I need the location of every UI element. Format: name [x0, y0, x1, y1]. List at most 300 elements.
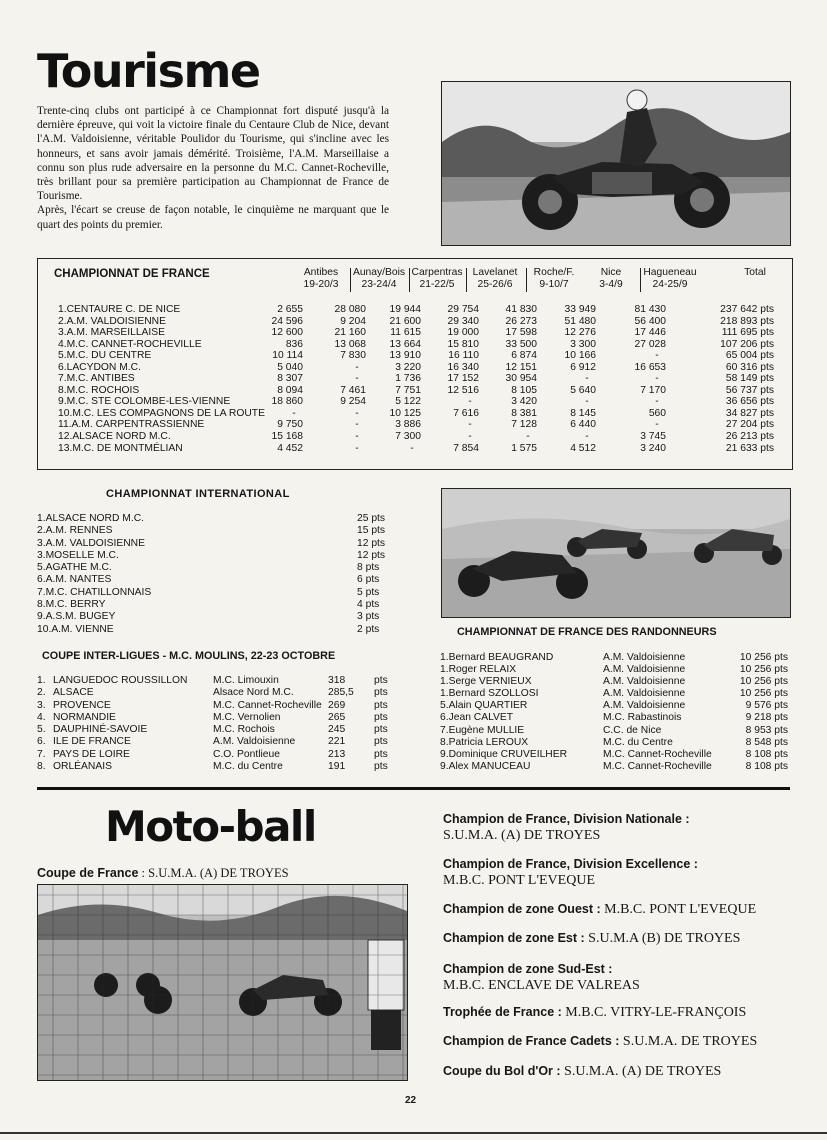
score-cell: 19 944	[389, 304, 421, 315]
champion-value: S.U.M.A (B) DE TROYES	[588, 931, 741, 946]
list-item	[440, 761, 790, 773]
club-name: A.M. Valdoisienne	[603, 688, 686, 700]
score-cell: 3 300	[570, 338, 596, 350]
points: 8 pts	[357, 562, 380, 574]
points: 10 256 pts	[739, 664, 788, 676]
club-name: 9.M.C. STE COLOMBE-LES-VIENNE	[58, 396, 231, 408]
score-cell: 7 128	[511, 419, 537, 431]
randonneurs-title: CHAMPIONNAT DE FRANCE DES RANDONNEURS	[457, 626, 717, 638]
score-cell: 12 600	[271, 327, 303, 339]
rider-name: 5.Alain QUARTIER	[440, 700, 528, 712]
list-item	[440, 737, 790, 749]
score-cell: 15 168	[271, 431, 303, 443]
rider-name: 1.Serge VERNIEUX	[440, 676, 532, 688]
points: 269	[328, 699, 346, 711]
score-cell: 3 220	[395, 361, 421, 373]
ligue-name: ORLÉANAIS	[53, 761, 112, 773]
list-item	[440, 725, 790, 737]
club-name: A.M. Valdoisienne	[603, 664, 686, 676]
championnat-france-title: CHAMPIONNAT DE FRANCE	[54, 268, 210, 280]
club-name: M.C. Rabastinois	[603, 712, 682, 724]
club-name: 8.M.C. ROCHOIS	[58, 384, 140, 396]
score-cell: 29 754	[447, 304, 479, 315]
rank: 2.	[37, 687, 46, 699]
list-item	[440, 664, 790, 676]
score-cell: 3 420	[511, 396, 537, 408]
points: 265	[328, 711, 346, 723]
club-name: A.M. Valdoisienne	[213, 736, 296, 748]
table-row	[58, 419, 778, 431]
club-name: C.C. de Nice	[603, 724, 662, 736]
coupe-de-france-label: Coupe de France	[37, 866, 139, 880]
ligue-name: NORMANDIE	[53, 711, 116, 723]
motoball-title: Moto-ball	[105, 802, 316, 851]
score-cell: 3 745	[640, 431, 666, 443]
col-header-lavelanet: Lavelanet 25-26/6	[472, 267, 518, 290]
points: 10 256 pts	[739, 688, 788, 700]
club-name: 1.ALSACE NORD M.C.	[37, 513, 144, 524]
club-name: M.C. Vernolien	[213, 711, 281, 723]
club-name: Alsace Nord M.C.	[213, 687, 294, 699]
score-cell: 10 166	[564, 350, 596, 362]
rank: 7.	[37, 748, 46, 760]
club-name: 12.ALSACE NORD M.C.	[58, 431, 171, 443]
score-cell: -	[355, 442, 359, 454]
table-row	[58, 408, 778, 420]
club-name: M.C. Cannet-Rocheville	[603, 760, 712, 772]
intro-paragraph-2: Après, l'écart se creuse de façon notable, le cinquième ne marquant que le quart des points du premier.	[37, 204, 389, 231]
list-item	[440, 700, 790, 712]
champion-label: Champion de France Cadets :	[443, 1034, 620, 1048]
list-item	[37, 562, 387, 574]
list-item	[37, 675, 397, 687]
score-cell: 8 381	[511, 407, 537, 419]
score-cell: 6 440	[570, 419, 596, 431]
champion-label: Champion de zone Ouest :	[443, 902, 601, 916]
score-cell: 13 664	[389, 338, 421, 350]
score-cell: 6 874	[511, 350, 537, 362]
score-cell: 7 461	[340, 384, 366, 396]
score-cell: 17 598	[505, 327, 537, 339]
score-cell: 26 273	[505, 315, 537, 327]
score-cell: 16 653	[634, 361, 666, 373]
score-cell: 33 500	[505, 338, 537, 350]
club-name: 11.A.M. CARPENTRASSIENNE	[58, 419, 205, 431]
score-cell: 5 040	[277, 361, 303, 373]
score-cell: 7 616	[453, 407, 479, 419]
total-cell: 58 149 pts	[725, 373, 774, 385]
champion-label: Coupe du Bol d'Or :	[443, 1064, 561, 1078]
points: 8 108 pts	[745, 760, 788, 772]
champion-label: Champion de zone Est :	[443, 931, 585, 945]
table-row	[58, 385, 778, 397]
score-cell: 7 854	[453, 442, 479, 454]
points: 8 108 pts	[745, 748, 788, 760]
score-cell: 3 886	[395, 419, 421, 431]
score-cell: 13 068	[334, 338, 366, 350]
points: 245	[328, 724, 346, 736]
score-cell: 836	[285, 338, 303, 350]
score-cell: 17 152	[447, 373, 479, 385]
score-cell: 17 446	[634, 327, 666, 339]
total-cell: 107 206 pts	[720, 338, 774, 350]
club-name: A.M. Valdoisienne	[603, 676, 686, 688]
score-cell: -	[585, 396, 589, 408]
coupe-inter-ligues-title: COUPE INTER-LIGUES - M.C. MOULINS, 22-23 OCTOBRE	[42, 650, 336, 662]
table-row	[58, 339, 778, 351]
champion-value: S.U.M.A. (A) DE TROYES	[443, 827, 601, 843]
champion-label: Champion de zone Sud-Est :	[443, 962, 613, 976]
score-cell: -	[410, 442, 414, 454]
score-cell: -	[292, 407, 296, 419]
table-row	[58, 396, 778, 408]
points: 2 pts	[357, 623, 380, 635]
points: 10 256 pts	[739, 652, 788, 663]
club-name: C.O. Pontlieue	[213, 748, 280, 760]
table-row	[58, 431, 778, 443]
score-cell: 9 204	[340, 315, 366, 327]
points: 4 pts	[357, 599, 380, 611]
score-cell: 33 949	[564, 304, 596, 315]
table-row	[58, 362, 778, 374]
list-item	[440, 652, 790, 664]
col-header-hagueneau: Hagueneau 24-25/9	[643, 267, 697, 290]
motoball-photo	[37, 884, 408, 1081]
champion-entry	[443, 857, 803, 888]
score-cell: 7 830	[340, 350, 366, 362]
club-name: 9.A.S.M. BUGEY	[37, 611, 116, 623]
points: 12 pts	[357, 537, 386, 549]
score-cell: -	[468, 396, 472, 408]
col-header-aunay: Aunay/Bois 23-24/4	[352, 267, 406, 290]
club-name: 10.M.C. LES COMPAGNONS DE LA ROUTE	[58, 407, 265, 419]
points: 318	[328, 675, 346, 686]
list-item	[37, 587, 387, 599]
score-cell: 4 512	[570, 442, 596, 454]
club-name: 1.CENTAURE C. DE NICE	[58, 304, 181, 315]
club-name: 2.A.M. VALDOISIENNE	[58, 315, 166, 327]
score-cell: 9 750	[277, 419, 303, 431]
points-unit: pts	[374, 687, 388, 699]
score-cell: 1 736	[395, 373, 421, 385]
points: 285,5	[328, 687, 354, 699]
points: 8 548 pts	[745, 736, 788, 748]
champion-value: M.B.C. PONT L'EVEQUE	[604, 902, 757, 917]
champion-entry	[443, 812, 803, 843]
rank: 6.	[37, 736, 46, 748]
score-cell: -	[585, 373, 589, 385]
club-name: 3.A.M. MARSEILLAISE	[58, 327, 166, 339]
champion-value: S.U.M.A. DE TROYES	[622, 1034, 758, 1049]
club-name: 5.M.C. DU CENTRE	[58, 350, 152, 362]
score-cell: 10 114	[272, 350, 303, 362]
club-name: 13.M.C. DE MONTMÉLIAN	[58, 442, 183, 454]
score-cell: -	[655, 373, 659, 385]
score-cell: 15 810	[447, 338, 479, 350]
score-cell: -	[585, 431, 589, 443]
score-cell: -	[355, 373, 359, 385]
club-name: 3.A.M. VALDOISIENNE	[37, 537, 145, 549]
score-cell: 12 276	[564, 327, 596, 339]
champion-entry	[443, 931, 803, 947]
ligue-name: DAUPHINÉ-SAVOIE	[53, 724, 148, 736]
club-name: M.C. du Centre	[213, 761, 283, 773]
list-item	[37, 513, 387, 525]
score-cell: -	[655, 396, 659, 408]
motorcycles-beach-photo	[441, 488, 791, 618]
col-header-nice: Nice 3-4/9	[599, 267, 623, 290]
score-cell: 81 430	[634, 304, 666, 315]
rider-name: 7.Eugène MULLIE	[440, 724, 525, 736]
points-unit: pts	[374, 748, 388, 760]
randonneurs-list	[440, 652, 790, 773]
champion-entry	[443, 902, 803, 918]
champion-entry	[443, 962, 803, 993]
points: 9 218 pts	[745, 712, 788, 724]
champion-label: Champion de France, Division Nationale :	[443, 812, 690, 826]
intro-paragraph: Trente-cinq clubs ont participé à ce Championnat fort disputé jusqu'à la dernière épreuve, qui voit la victoire finale du Centaure Club de Nice, devant l'A.M. Valdoisienne, véritable Poulidor du Tourisme, qui s'incline avec les honneurs, et sans avoir jamais démérité. Troisième, l'A.M. Marseillaise a connu son plus rude adversaire en la personne du M.C. Cannet-Rocheville, très brillant pour sa première participation au Championnat de France de Tourisme.	[37, 105, 389, 203]
tourisme-title: Tourisme	[37, 44, 260, 98]
page-bottom-border	[0, 1132, 827, 1134]
club-name: 10.A.M. VIENNE	[37, 623, 114, 635]
champion-value: S.U.M.A. (A) DE TROYES	[564, 1064, 722, 1079]
motorcycle-photo	[441, 81, 791, 246]
points: 3 pts	[357, 611, 380, 623]
rank: 4.	[37, 711, 46, 723]
list-item	[37, 761, 397, 773]
rider-name: 9.Dominique CRUVEILHER	[440, 748, 568, 760]
score-cell: 560	[648, 407, 666, 419]
champion-entry	[443, 1064, 803, 1080]
club-name: M.C. du Centre	[603, 736, 673, 748]
points: 25 pts	[357, 513, 386, 524]
score-cell: -	[468, 419, 472, 431]
points: 12 pts	[357, 549, 386, 561]
list-item	[440, 676, 790, 688]
champion-label: Trophée de France :	[443, 1005, 562, 1019]
points-unit: pts	[374, 711, 388, 723]
ligue-name: LANGUEDOC ROUSSILLON	[53, 675, 188, 686]
points-unit: pts	[374, 724, 388, 736]
total-cell: 27 204 pts	[725, 419, 774, 431]
championnat-international-list	[37, 513, 387, 636]
total-cell: 26 213 pts	[725, 431, 774, 443]
score-cell: 1 575	[511, 442, 537, 454]
score-cell: 27 028	[634, 338, 666, 350]
list-item	[37, 538, 387, 550]
list-item	[37, 687, 397, 699]
points: 9 576 pts	[745, 700, 788, 712]
list-item	[37, 712, 397, 724]
list-item	[440, 688, 790, 700]
coupe-inter-ligues-list	[37, 675, 397, 773]
club-name: 4.M.C. CANNET-ROCHEVILLE	[58, 338, 202, 350]
list-item	[440, 749, 790, 761]
table-row	[58, 350, 778, 362]
score-cell: -	[355, 419, 359, 431]
total-cell: 60 316 pts	[725, 361, 774, 373]
points-unit: pts	[374, 699, 388, 711]
score-cell: 56 400	[634, 315, 666, 327]
score-cell: 21 160	[334, 327, 366, 339]
club-name: A.M. Valdoisienne	[603, 700, 686, 712]
total-cell: 111 695 pts	[721, 327, 774, 339]
score-cell: 12 151	[505, 361, 537, 373]
points: 8 953 pts	[745, 724, 788, 736]
ligue-name: PAYS DE LOIRE	[53, 748, 130, 760]
score-cell: 2 655	[277, 304, 303, 315]
rider-name: 6.Jean CALVET	[440, 712, 514, 724]
score-cell: 16 340	[447, 361, 479, 373]
col-header-roche: Roche/F. 9-10/7	[533, 267, 575, 290]
rank: 8.	[37, 761, 46, 773]
coupe-de-france	[37, 866, 289, 881]
score-cell: 10 125	[389, 407, 421, 419]
ligue-name: ALSACE	[53, 687, 94, 699]
score-cell: 4 452	[277, 442, 303, 454]
score-cell: -	[655, 419, 659, 431]
list-item	[37, 700, 397, 712]
coupe-de-france-value: : S.U.M.A. (A) DE TROYES	[138, 866, 289, 880]
score-cell: 28 080	[334, 304, 366, 315]
points-unit: pts	[374, 675, 388, 686]
championnat-france-rows	[58, 304, 778, 454]
rank: 1.	[37, 675, 46, 686]
rider-name: 9.Alex MANUCEAU	[440, 760, 531, 772]
score-cell: 7 751	[395, 384, 421, 396]
section-divider	[37, 787, 790, 790]
club-name: 8.M.C. BERRY	[37, 599, 106, 611]
table-row	[58, 443, 778, 455]
points: 15 pts	[357, 525, 386, 537]
total-cell: 21 633 pts	[725, 442, 774, 454]
page-number: 22	[405, 1095, 417, 1106]
champion-entry	[443, 1005, 803, 1021]
list-item	[37, 724, 397, 736]
score-cell: 18 860	[271, 396, 303, 408]
club-name: 7.M.C. CHATILLONNAIS	[37, 586, 152, 598]
score-cell: 5 122	[395, 396, 421, 408]
score-cell: 21 600	[389, 315, 421, 327]
club-name: M.C. Cannet-Rocheville	[603, 748, 712, 760]
rider-name: 8.Patricia LEROUX	[440, 736, 529, 748]
rider-name: 1.Roger RELAIX	[440, 664, 517, 676]
list-item	[37, 525, 387, 537]
club-name: A.M. Valdoisienne	[603, 652, 686, 663]
score-cell: 29 340	[447, 315, 479, 327]
table-row	[58, 304, 778, 316]
list-item	[37, 736, 397, 748]
champion-value: M.B.C. PONT L'EVEQUE	[443, 872, 595, 888]
list-item	[37, 550, 387, 562]
table-row	[58, 316, 778, 328]
champion-label: Champion de France, Division Excellence :	[443, 857, 698, 871]
championnat-international-title: CHAMPIONNAT INTERNATIONAL	[106, 488, 290, 500]
score-cell: 6 912	[570, 361, 596, 373]
score-cell: 7 300	[395, 431, 421, 443]
rank: 5.	[37, 724, 46, 736]
champion-value: M.B.C. ENCLAVE DE VALREAS	[443, 977, 640, 993]
score-cell: 24 596	[271, 315, 303, 327]
score-cell: 8 307	[277, 373, 303, 385]
score-cell: 30 954	[505, 373, 537, 385]
club-name: 2.A.M. RENNES	[37, 525, 113, 537]
list-item	[37, 624, 387, 636]
points: 10 256 pts	[739, 676, 788, 688]
points: 191	[328, 761, 346, 773]
table-row	[58, 373, 778, 385]
score-cell: 9 254	[340, 396, 366, 408]
score-cell: 5 640	[570, 384, 596, 396]
score-cell: 8 145	[570, 407, 596, 419]
score-cell: -	[355, 431, 359, 443]
col-header-antibes: Antibes 19-20/3	[303, 267, 339, 290]
points: 213	[328, 748, 346, 760]
list-item	[37, 611, 387, 623]
club-name: M.C. Limouxin	[213, 675, 279, 686]
total-cell: 237 642 pts	[720, 304, 774, 315]
score-cell: -	[655, 350, 659, 362]
points-unit: pts	[374, 761, 388, 773]
club-name: 6.LACYDON M.C.	[58, 361, 141, 373]
list-item	[37, 599, 387, 611]
score-cell: -	[468, 431, 472, 443]
score-cell: 51 480	[564, 315, 596, 327]
score-cell: -	[355, 407, 359, 419]
score-cell: 3 240	[640, 442, 666, 454]
score-cell: -	[526, 431, 530, 443]
col-header-carpentras: Carpentras 21-22/5	[411, 267, 463, 290]
points: 5 pts	[357, 586, 380, 598]
points: 6 pts	[357, 574, 380, 586]
total-cell: 56 737 pts	[725, 384, 774, 396]
total-cell: 34 827 pts	[725, 407, 774, 419]
score-cell: 12 516	[447, 384, 479, 396]
score-cell: 19 000	[447, 327, 479, 339]
score-cell: -	[355, 361, 359, 373]
ligue-name: ILE DE FRANCE	[53, 736, 131, 748]
list-item	[440, 712, 790, 724]
col-header-total: Total	[744, 267, 766, 278]
score-cell: 11 615	[390, 327, 421, 339]
total-cell: 65 004 pts	[725, 350, 774, 362]
points: 221	[328, 736, 346, 748]
club-name: M.C. Rochois	[213, 724, 275, 736]
champion-value: M.B.C. VITRY-LE-FRANÇOIS	[565, 1005, 747, 1020]
ligue-name: PROVENCE	[53, 699, 111, 711]
list-item	[37, 749, 397, 761]
club-name: 5.AGATHE M.C.	[37, 562, 112, 574]
club-name: 7.M.C. ANTIBES	[58, 373, 135, 385]
score-cell: 16 110	[448, 350, 479, 362]
club-name: 3.MOSELLE M.C.	[37, 549, 119, 561]
score-cell: 13 910	[389, 350, 421, 362]
table-row	[58, 327, 778, 339]
points-unit: pts	[374, 736, 388, 748]
total-cell: 36 656 pts	[725, 396, 774, 408]
score-cell: 8 094	[277, 384, 303, 396]
score-cell: 7 170	[640, 384, 666, 396]
club-name: M.C. Cannet-Rocheville	[213, 699, 322, 711]
intro-text	[37, 104, 389, 232]
champion-entry	[443, 1034, 803, 1050]
list-item	[37, 574, 387, 586]
club-name: 6.A.M. NANTES	[37, 574, 112, 586]
rider-name: 1.Bernard BEAUGRAND	[440, 652, 554, 663]
score-cell: 8 105	[511, 384, 537, 396]
rank: 3.	[37, 699, 46, 711]
total-cell: 218 893 pts	[720, 315, 774, 327]
